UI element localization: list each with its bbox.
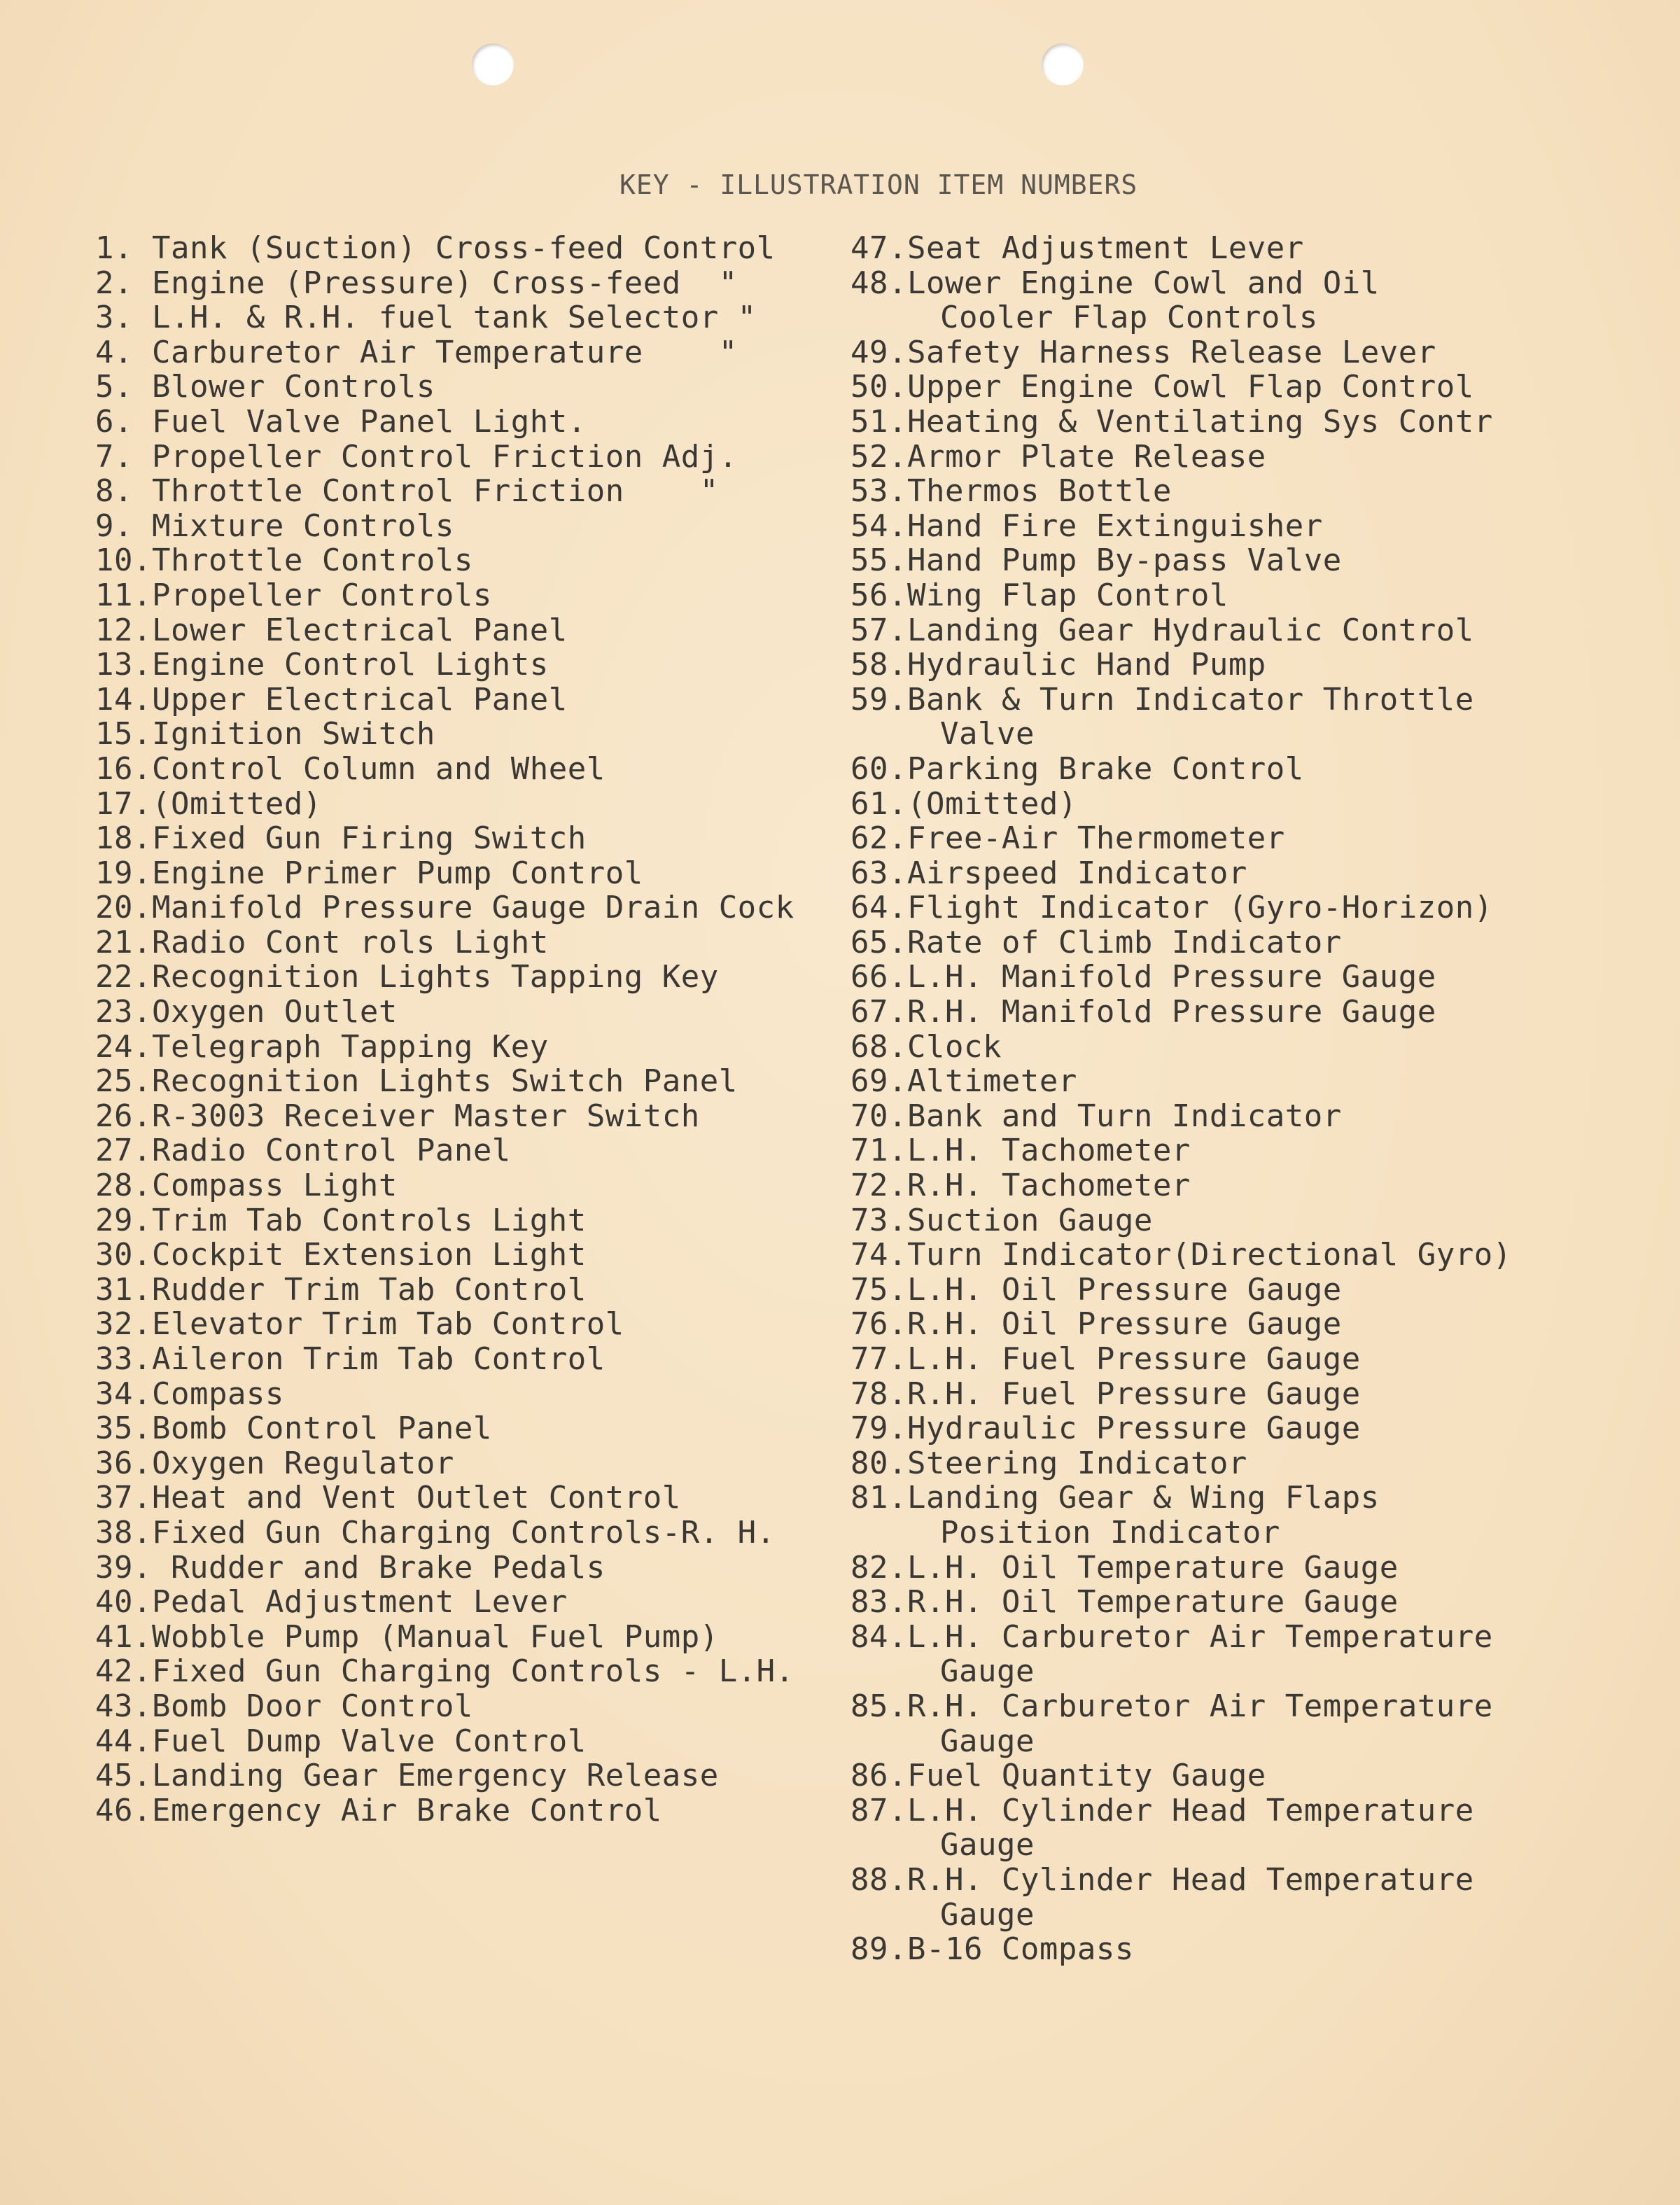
list-item	[850, 1411, 1620, 1446]
item-number: 81.	[850, 1480, 907, 1516]
item-text: Fixed Gun Charging Controls - L.H.	[151, 1653, 794, 1690]
item-text: Hydraulic Hand Pump	[906, 647, 1266, 683]
list-item	[95, 509, 858, 544]
item-number: 48.	[850, 265, 907, 301]
item-number: 10.	[95, 542, 152, 579]
item-number: 64.	[850, 890, 907, 926]
item-text: R.H. Cylinder Head Temperature	[906, 1861, 1474, 1898]
item-text: Compass Light	[151, 1168, 398, 1204]
item-number: 58.	[850, 647, 907, 683]
item-text: Throttle Control Friction "	[151, 473, 719, 510]
list-item	[95, 1654, 858, 1689]
list-item-continuation	[850, 1898, 1620, 1933]
item-text: R.H. Oil Pressure Gauge	[906, 1306, 1342, 1343]
item-number: 20.	[95, 890, 152, 926]
list-item	[850, 1620, 1620, 1655]
list-item	[95, 1099, 858, 1134]
list-item	[95, 1377, 858, 1412]
item-number: 57.	[850, 612, 907, 648]
item-text: B-16 Compass	[906, 1931, 1134, 1968]
item-number: 15.	[95, 716, 152, 752]
item-text: Turn Indicator(Directional Gyro)	[906, 1237, 1512, 1273]
item-text: Flight Indicator (Gyro-Horizon)	[906, 890, 1493, 926]
item-text: Gauge	[940, 1653, 1035, 1690]
list-item	[95, 787, 858, 822]
list-item	[95, 335, 858, 370]
list-item	[850, 890, 1620, 925]
item-number: 77.	[850, 1341, 907, 1377]
list-item	[95, 405, 858, 440]
item-text: Wobble Pump (Manual Fuel Pump)	[151, 1618, 719, 1655]
item-text: Fuel Dump Valve Control	[151, 1723, 587, 1759]
item-number: 21.	[95, 924, 152, 960]
item-number: 56.	[850, 577, 907, 613]
list-item	[850, 1030, 1620, 1065]
list-item	[95, 1273, 858, 1308]
item-number: 14.	[95, 681, 152, 718]
item-text: Compass	[151, 1376, 284, 1412]
list-item	[850, 578, 1620, 613]
item-text: Bank and Turn Indicator	[906, 1098, 1342, 1134]
item-number: 46.	[95, 1792, 152, 1828]
item-number: 30.	[95, 1237, 152, 1273]
list-item	[850, 1446, 1620, 1481]
list-item	[850, 1273, 1620, 1308]
item-text: Propeller Control Friction Adj.	[151, 438, 738, 475]
item-text: L.H. Fuel Pressure Gauge	[906, 1341, 1361, 1377]
list-item	[850, 960, 1620, 995]
item-text: (Omitted)	[151, 785, 322, 822]
item-text: Recognition Lights Switch Panel	[151, 1063, 738, 1100]
item-text: L.H. Carburetor Air Temperature	[906, 1618, 1493, 1655]
item-text: Hand Fire Extinguisher	[906, 507, 1323, 544]
item-number: 32.	[95, 1306, 152, 1343]
item-text: L.H. Oil Temperature Gauge	[906, 1549, 1399, 1586]
list-item	[95, 543, 858, 578]
list-item	[850, 1203, 1620, 1238]
item-text: Engine Primer Pump Control	[151, 855, 643, 891]
item-text: Radio Cont rols Light	[151, 924, 549, 960]
item-number: 12.	[95, 612, 152, 648]
item-text: Carburetor Air Temperature "	[151, 334, 738, 370]
item-number: 4.	[95, 334, 152, 370]
list-item	[850, 1238, 1620, 1273]
item-text: Oxygen Outlet	[151, 994, 398, 1030]
item-number: 45.	[95, 1758, 152, 1794]
punch-hole-left	[472, 43, 514, 85]
item-text: Position Indicator	[940, 1514, 1280, 1550]
list-item	[95, 1030, 858, 1065]
item-text: Cockpit Extension Light	[151, 1237, 587, 1273]
list-item	[850, 995, 1620, 1030]
item-text: Fixed Gun Firing Switch	[151, 820, 587, 857]
list-item	[850, 1550, 1620, 1586]
item-number: 47.	[850, 230, 907, 266]
item-text: Trim Tab Controls Light	[151, 1202, 587, 1238]
list-item	[850, 1307, 1620, 1342]
list-item	[850, 1377, 1620, 1412]
item-text: Seat Adjustment Lever	[906, 230, 1304, 266]
item-number: 33.	[95, 1341, 152, 1377]
item-number: 74.	[850, 1237, 907, 1273]
item-number: 86.	[850, 1758, 907, 1794]
list-item-continuation	[850, 1516, 1620, 1550]
item-number: 13.	[95, 647, 152, 683]
list-item	[95, 1342, 858, 1377]
item-text: Steering Indicator	[906, 1445, 1247, 1481]
item-text: Manifold Pressure Gauge Drain Cock	[151, 890, 794, 926]
item-text: Landing Gear Hydraulic Control	[906, 612, 1474, 648]
item-text: Cooler Flap Controls	[940, 300, 1318, 336]
list-item	[850, 1758, 1620, 1793]
item-number: 44.	[95, 1723, 152, 1759]
item-text: (Omitted)	[906, 785, 1077, 822]
list-item	[850, 925, 1620, 960]
item-text: Engine Control Lights	[151, 647, 549, 683]
list-item	[95, 1307, 858, 1342]
item-number: 83.	[850, 1584, 907, 1620]
item-number: 8.	[95, 473, 152, 510]
list-item	[850, 787, 1620, 822]
item-number: 61.	[850, 785, 907, 822]
list-item	[850, 1793, 1620, 1828]
item-text: Mixture Controls	[151, 507, 454, 544]
list-item	[95, 925, 858, 960]
item-text: Oxygen Regulator	[151, 1445, 454, 1481]
list-item	[850, 1133, 1620, 1168]
list-item	[850, 1064, 1620, 1099]
item-number: 16.	[95, 750, 152, 787]
item-number: 89.	[850, 1931, 907, 1968]
list-item	[850, 335, 1620, 370]
item-number: 27.	[95, 1133, 152, 1169]
item-number: 22.	[95, 959, 152, 995]
list-item	[95, 960, 858, 995]
list-item	[850, 682, 1620, 718]
item-text: Throttle Controls	[151, 542, 473, 579]
item-text: Safety Harness Release Lever	[906, 334, 1436, 370]
item-number: 87.	[850, 1792, 907, 1828]
list-item	[95, 1758, 858, 1793]
item-text: L.H. Manifold Pressure Gauge	[906, 959, 1436, 995]
item-text: Engine (Pressure) Cross-feed "	[151, 265, 738, 301]
item-text: Aileron Trim Tab Control	[151, 1341, 606, 1377]
item-text: Lower Engine Cowl and Oil	[906, 265, 1380, 301]
page-title: KEY - ILLUSTRATION ITEM NUMBERS	[620, 169, 1138, 200]
item-number: 40.	[95, 1584, 152, 1620]
item-number: 63.	[850, 855, 907, 891]
item-text: Gauge	[940, 1896, 1035, 1933]
item-number: 23.	[95, 994, 152, 1030]
list-item	[850, 648, 1620, 682]
item-text: Rudder and Brake Pedals	[151, 1549, 606, 1586]
item-text: Heating & Ventilating Sys Contr	[906, 403, 1493, 440]
item-number: 79.	[850, 1410, 907, 1447]
list-item	[95, 752, 858, 787]
item-text: Wing Flap Control	[906, 577, 1228, 613]
item-text: Rate of Climb Indicator	[906, 924, 1342, 960]
item-text: Bomb Control Panel	[151, 1410, 492, 1447]
list-item	[95, 1550, 858, 1586]
item-number: 76.	[850, 1306, 907, 1343]
list-item	[95, 231, 858, 266]
item-text: Lower Electrical Panel	[151, 612, 568, 648]
list-item	[95, 1480, 858, 1516]
item-number: 41.	[95, 1618, 152, 1655]
item-number: 31.	[95, 1271, 152, 1308]
item-text: Landing Gear Emergency Release	[151, 1758, 719, 1794]
item-number: 7.	[95, 438, 152, 475]
list-item	[95, 1411, 858, 1446]
list-item	[95, 578, 858, 613]
item-number: 11.	[95, 577, 152, 613]
list-item	[95, 300, 858, 335]
item-text: R.H. Carburetor Air Temperature	[906, 1688, 1493, 1724]
list-item	[95, 266, 858, 301]
item-text: Fixed Gun Charging Controls-R. H.	[151, 1514, 776, 1550]
item-number: 25.	[95, 1063, 152, 1100]
item-text: R.H. Fuel Pressure Gauge	[906, 1376, 1361, 1412]
item-number: 18.	[95, 820, 152, 857]
item-number: 29.	[95, 1202, 152, 1238]
item-number: 42.	[95, 1653, 152, 1690]
list-item	[850, 474, 1620, 509]
list-item	[95, 1446, 858, 1481]
list-item	[850, 1932, 1620, 1967]
list-item	[850, 1863, 1620, 1898]
list-item	[850, 405, 1620, 440]
item-number: 82.	[850, 1549, 907, 1586]
item-number: 34.	[95, 1376, 152, 1412]
item-number: 17.	[95, 785, 152, 822]
list-item	[95, 474, 858, 509]
item-number: 73.	[850, 1202, 907, 1238]
list-item	[95, 613, 858, 648]
list-item	[95, 648, 858, 682]
punch-hole-right	[1042, 43, 1084, 85]
list-item	[850, 1168, 1620, 1203]
list-item	[95, 682, 858, 718]
item-text: Ignition Switch	[151, 716, 435, 752]
list-item	[95, 1516, 858, 1550]
list-item-continuation	[850, 300, 1620, 335]
item-number: 85.	[850, 1688, 907, 1724]
item-text: Heat and Vent Outlet Control	[151, 1480, 681, 1516]
list-item	[95, 1724, 858, 1759]
item-text: Airspeed Indicator	[906, 855, 1247, 891]
item-text: L.H. Cylinder Head Temperature	[906, 1792, 1474, 1828]
list-item	[95, 1133, 858, 1168]
list-item	[95, 995, 858, 1030]
item-text: Upper Engine Cowl Flap Control	[906, 369, 1474, 405]
item-text: L.H. Oil Pressure Gauge	[906, 1271, 1342, 1308]
item-text: Gauge	[940, 1827, 1035, 1863]
item-text: R.H. Oil Temperature Gauge	[906, 1584, 1399, 1620]
item-number: 52.	[850, 438, 907, 475]
item-number: 2.	[95, 265, 152, 301]
item-text: Landing Gear & Wing Flaps	[906, 1480, 1380, 1516]
item-number: 55.	[850, 542, 907, 579]
item-number: 51.	[850, 403, 907, 440]
item-text: Control Column and Wheel	[151, 750, 606, 787]
list-item	[850, 1099, 1620, 1134]
item-text: Gauge	[940, 1723, 1035, 1759]
item-text: Valve	[940, 716, 1035, 752]
right-column	[850, 231, 1620, 1967]
list-item	[850, 543, 1620, 578]
list-item	[95, 1203, 858, 1238]
list-item	[95, 1689, 858, 1724]
list-item	[95, 717, 858, 752]
item-text: Radio Control Panel	[151, 1133, 511, 1169]
item-number: 72.	[850, 1168, 907, 1204]
item-text: L.H. & R.H. fuel tank Selector "	[151, 300, 757, 336]
item-number: 36.	[95, 1445, 152, 1481]
list-item	[95, 890, 858, 925]
item-text: Recognition Lights Tapping Key	[151, 959, 719, 995]
item-number: 5.	[95, 369, 152, 405]
list-item	[95, 440, 858, 475]
list-item	[95, 1620, 858, 1655]
list-item	[95, 856, 858, 891]
list-item	[95, 1064, 858, 1099]
item-number: 78.	[850, 1376, 907, 1412]
item-text: Blower Controls	[151, 369, 435, 405]
item-number: 49.	[850, 334, 907, 370]
item-text: Altimeter	[906, 1063, 1077, 1100]
item-number: 37.	[95, 1480, 152, 1516]
item-number: 53.	[850, 473, 907, 510]
item-text: Suction Gauge	[906, 1202, 1153, 1238]
list-item	[850, 1342, 1620, 1377]
item-text: Upper Electrical Panel	[151, 681, 568, 718]
item-text: Armor Plate Release	[906, 438, 1266, 475]
item-number: 3.	[95, 300, 152, 336]
item-number: 9.	[95, 507, 152, 544]
item-number: 65.	[850, 924, 907, 960]
item-number: 50.	[850, 369, 907, 405]
item-text: Thermos Bottle	[906, 473, 1172, 510]
list-item	[850, 509, 1620, 544]
item-text: Fuel Valve Panel Light.	[151, 403, 587, 440]
item-number: 70.	[850, 1098, 907, 1134]
list-item	[850, 266, 1620, 301]
item-text: Bomb Door Control	[151, 1688, 473, 1724]
list-item	[95, 1585, 858, 1620]
item-text: R.H. Tachometer	[906, 1168, 1191, 1204]
list-item-continuation	[850, 1654, 1620, 1689]
left-column	[95, 231, 858, 1828]
list-item	[850, 370, 1620, 405]
list-item	[95, 1168, 858, 1203]
item-text: Tank (Suction) Cross-feed Control	[151, 230, 776, 266]
list-item	[850, 1585, 1620, 1620]
item-number: 19.	[95, 855, 152, 891]
item-number: 62.	[850, 820, 907, 857]
item-text: Clock	[906, 1028, 1002, 1065]
list-item	[95, 1238, 858, 1273]
item-text: Telegraph Tapping Key	[151, 1028, 549, 1065]
item-number: 71.	[850, 1133, 907, 1169]
item-number: 54.	[850, 507, 907, 544]
item-number: 35.	[95, 1410, 152, 1447]
list-item-continuation	[850, 1724, 1620, 1759]
item-number: 43.	[95, 1688, 152, 1724]
list-item	[850, 613, 1620, 648]
item-number: 39.	[95, 1549, 152, 1586]
item-text: Free-Air Thermometer	[906, 820, 1285, 857]
list-item-continuation	[850, 717, 1620, 752]
list-item	[850, 440, 1620, 475]
item-number: 68.	[850, 1028, 907, 1065]
item-number: 80.	[850, 1445, 907, 1481]
item-text: Bank & Turn Indicator Throttle	[906, 681, 1474, 718]
item-text: R-3003 Receiver Master Switch	[151, 1098, 700, 1134]
list-item	[850, 231, 1620, 266]
item-text: L.H. Tachometer	[906, 1133, 1191, 1169]
list-item	[850, 856, 1620, 891]
list-item	[850, 752, 1620, 787]
item-number: 1.	[95, 230, 152, 266]
list-item-continuation	[850, 1828, 1620, 1863]
item-number: 28.	[95, 1168, 152, 1204]
item-number: 84.	[850, 1618, 907, 1655]
item-number: 67.	[850, 994, 907, 1030]
item-number: 26.	[95, 1098, 152, 1134]
list-item	[850, 1689, 1620, 1724]
item-text: Parking Brake Control	[906, 750, 1304, 787]
item-number: 69.	[850, 1063, 907, 1100]
item-text: Elevator Trim Tab Control	[151, 1306, 624, 1343]
item-text: Rudder Trim Tab Control	[151, 1271, 587, 1308]
item-number: 75.	[850, 1271, 907, 1308]
list-item	[95, 370, 858, 405]
list-item	[95, 821, 858, 856]
item-text: Fuel Quantity Gauge	[906, 1758, 1266, 1794]
list-item	[850, 821, 1620, 856]
item-text: Emergency Air Brake Control	[151, 1792, 662, 1828]
item-text: R.H. Manifold Pressure Gauge	[906, 994, 1436, 1030]
item-text: Pedal Adjustment Lever	[151, 1584, 568, 1620]
item-text: Propeller Controls	[151, 577, 492, 613]
item-text: Hand Pump By-pass Valve	[906, 542, 1342, 579]
item-number: 6.	[95, 403, 152, 440]
item-number: 66.	[850, 959, 907, 995]
item-number: 88.	[850, 1861, 907, 1898]
item-number: 59.	[850, 681, 907, 718]
list-item	[850, 1480, 1620, 1516]
item-text: Hydraulic Pressure Gauge	[906, 1410, 1361, 1447]
item-number: 60.	[850, 750, 907, 787]
item-number: 24.	[95, 1028, 152, 1065]
item-number: 38.	[95, 1514, 152, 1550]
list-item	[95, 1793, 858, 1828]
